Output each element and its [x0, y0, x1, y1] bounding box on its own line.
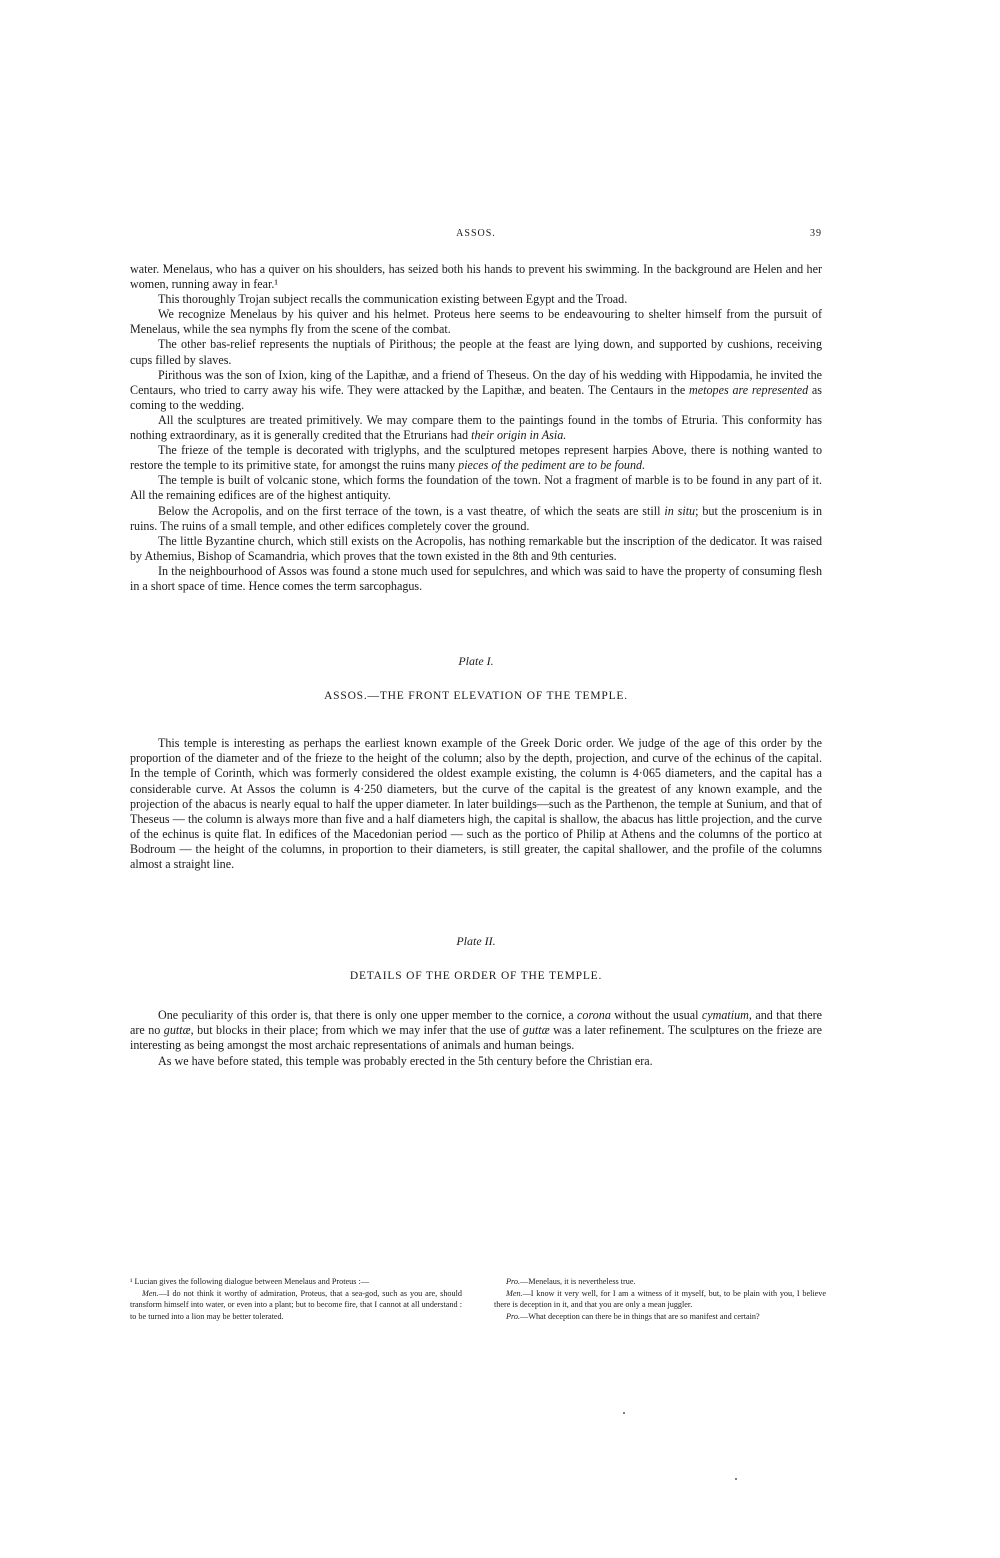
text-run: All the sculptures are treated primitively. We may compare them to the paintings found in the tombs of Etruria. This conformity has nothing extraordinary, as it is generally credited that the Etrurians had: [130, 412, 822, 443]
dialogue-text: —I know it very well, for I am a witness of it myself, but, to be plain with you, I believe there is deception in it, and that you are only a mean juggler.: [494, 1288, 826, 1310]
paragraph: In the neighbourhood of Assos was found a stone much used for sepulchres, and which was said to have the property of consuming flesh in a short space of time. Hence comes the term sarcophagus.: [130, 563, 822, 593]
running-head: [130, 228, 822, 248]
page-number: 39: [810, 228, 822, 239]
paragraph: This thoroughly Trojan subject recalls the communication existing between Egypt and the Troad.: [158, 292, 628, 307]
footnote-dialogue: [130, 1288, 462, 1323]
italic-run: pieces of the pediment are to be found.: [458, 458, 646, 473]
footnote-intro: ¹ Lucian gives the following dialogue between Menelaus and Proteus :—: [130, 1277, 369, 1286]
section-title: DETAILS OF THE ORDER OF THE TEMPLE.: [349, 970, 603, 983]
paragraph: The temple is built of volcanic stone, which forms the foundation of the town. Not a fragment of marble is to be found in any part of it. All the remaining edifices are of the highest antiquity.: [130, 473, 822, 503]
italic-run: cymatium: [701, 1008, 749, 1023]
paragraph: The other bas-relief represents the nuptials of Pirithous; the people at the feast are lying down, and supported by cushions, receiving cups filled by slaves.: [130, 337, 822, 367]
text-run: without the usual: [610, 1008, 702, 1023]
paragraph: [130, 443, 822, 473]
text-run: The frieze of the temple is decorated with triglyphs, and the sculptured metopes represent harpies Above, there is nothing wanted to restore the temple to its primitive state, for amongst the ruins many: [130, 443, 822, 473]
italic-run: guttæ: [163, 1023, 191, 1038]
running-head-title: ASSOS.: [456, 228, 496, 239]
italic-run: corona: [577, 1008, 611, 1023]
paragraph: We recognize Menelaus by his quiver and his helmet. Proteus here seems to be endeavouring to shelter himself from the pursuit of Menelaus, while the sea nymphs fly from the scene of the combat.: [130, 307, 822, 337]
paragraph: [130, 1008, 822, 1053]
text-run: Below the Acropolis, and on the first terrace of the town, is a vast theatre, of which the seats are still: [158, 503, 665, 518]
text-run: , but blocks in their place; from which we may infer that the use of: [190, 1023, 523, 1038]
section-title: ASSOS.—THE FRONT ELEVATION OF THE TEMPLE.: [324, 690, 628, 703]
italic-run: their origin in Asia.: [471, 428, 567, 443]
text-run: One peculiarity of this order is, that there is only one upper member to the cornice, a: [158, 1008, 578, 1023]
footnote-dialogue: [494, 1276, 826, 1288]
paragraph: [130, 368, 822, 413]
scan-speck: [735, 1478, 737, 1480]
text-run: , and that there are no: [130, 1008, 822, 1038]
text-run: as coming to the wedding.: [130, 382, 822, 412]
dialogue-text: —What deception can there be in things that are so manifest and certain?: [520, 1311, 760, 1321]
speaker-label: Pro.: [506, 1277, 521, 1286]
paragraph: [130, 413, 822, 443]
speaker-label: Men.: [142, 1288, 159, 1298]
speaker-label: Pro.: [506, 1311, 521, 1321]
italic-run: metopes are represented: [689, 382, 809, 397]
scan-speck: [623, 1412, 625, 1414]
dialogue-text: —Menelaus, it is nevertheless true.: [520, 1277, 636, 1286]
text-run: ; but the proscenium is in ruins. The ruins of a small temple, and other edifices completely cover the ground.: [130, 503, 823, 533]
paragraph: As we have before stated, this temple was probably erected in the 5th century before the Christian era.: [158, 1053, 653, 1068]
text-run: was a later refinement. The sculptures on the frieze are interesting as being amongst the most archaic representations of animals and human beings.: [130, 1023, 822, 1053]
dialogue-text: —I do not think it worthy of admiration, Proteus, that a sea-god, such as you are, should transform himself into water, or even into a plant; but to become fire, that I cannot at all understand : to be turned into a lion may be better tolerated.: [130, 1288, 462, 1321]
footnote-dialogue: [494, 1288, 826, 1311]
speaker-label: Men.: [506, 1288, 523, 1298]
plate-label: Plate II.: [456, 934, 496, 949]
text-run: Pirithous was the son of Ixion, king of the Lapithæ, and a friend of Theseus. On the day of his wedding with Hippodamia, he invited the Centaurs, who tried to carry away his wife. They were attacked by the Lapithæ, and beaten. The Centaurs in the: [130, 367, 822, 397]
footnote-column-right: [494, 1276, 826, 1322]
paragraph: water. Menelaus, who has a quiver on his shoulders, has seized both his hands to prevent his swimming. In the background are Helen and her women, running away in fear.¹: [130, 262, 822, 292]
footnote-column-left: [130, 1276, 462, 1322]
paragraph: This temple is interesting as perhaps the earliest known example of the Greek Doric order. We judge of the age of this order by the proportion of the diameter and of the frieze to the height of the column; also by the depth, projection, and curve of the echinus of the capital. In the temple of Corinth, which was formerly considered the oldest example existing, the column is 4·065 diameters, and the capital has a considerable curve. At Assos the column is 4·250 diameters, but the curve of the capital is the greatest of any known example, and the projection of the abacus is nearly equal to half the upper diameter. In later buildings—such as the Parthenon, the temple at Sunium, and that of Theseus — the column is always more than five and a half diameters high, the capital is shallow, the abacus has little projection, and the curve of the echinus is quite flat. In edifices of the Macedonian period — such as the portico of Philip at Athens and the columns of the portico at Bodroum — the height of the columns, in proportion to their diameters, is still greater, the capital shallower, and the profile of the columns almost a straight line.: [130, 736, 822, 871]
italic-run: in situ: [664, 503, 696, 518]
paragraph: The little Byzantine church, which still exists on the Acropolis, has nothing remarkable but the inscription of the dedicator. It was raised by Athemius, Bishop of Scamandria, which proves that the town existed in the 8th and 9th centuries.: [130, 533, 822, 563]
paragraph: [130, 504, 822, 534]
italic-run: guttæ: [522, 1023, 550, 1038]
footnote-dialogue: [494, 1311, 826, 1323]
plate-label: Plate I.: [458, 654, 494, 669]
main-text: [130, 262, 822, 1069]
